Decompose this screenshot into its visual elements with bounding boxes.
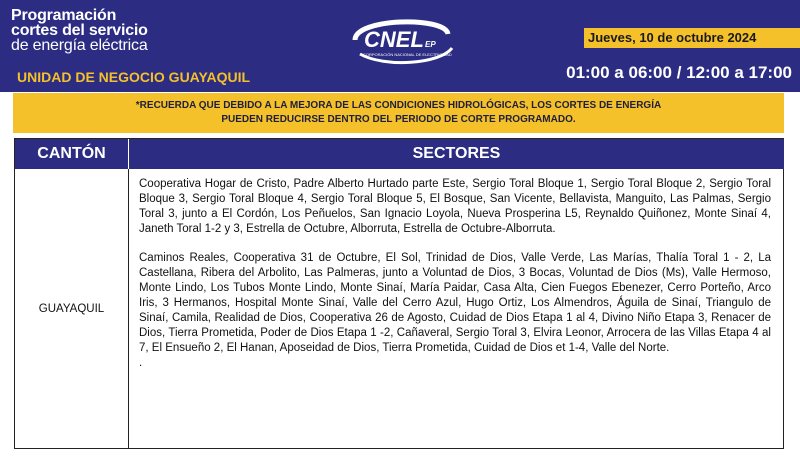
canton-cell — [15, 169, 128, 448]
title-line-2: cortes del servicio — [11, 22, 148, 39]
date-badge — [584, 28, 800, 48]
notice-banner — [13, 93, 784, 133]
column-header-sectors: SECTORES — [128, 139, 784, 169]
sectors-paragraph-2: Caminos Reales, Cooperativa 31 de Octubre, El Sol, Trinidad de Dios, Valle Verde, Las Marías, Thalía Toral 1 - 2, La Castellana, Ribera del Arbolito, Las Palmeras, junto a Voluntad de Dios, 3 Bocas, Voluntad de Dios (Ms), Valle Hermoso, Monte Lindo, Los Tubos Monte Lindo, Monte Sinaí, María Paidar, Casa Alta, Cien Fuegos Ebenezer, Cerro Porteño, Arco Iris, 3 Hermanos, Hospital Monte Sinaí, Valle del Cerro Azul, Hugo Ortiz, Los Almendros, Águila de Sinaí, Triangulo de Sinaí, Camila, Realidad de Dios, Cooperativa 26 de Agosto, Cuidad de Dios Etapa 1 al 4, Divino Niño Etapa 3, Renacer de Dios, Tierra Prometida, Poder de Dios Etapa 1 -2, Cañaveral, Sergio Toral 3, Elvira Leonor, Arrocera de las Villas Etapa 4 al 7, El Ensueño 2, El Hanan, Aposeidad de Dios, Tierra Prometida, Cuidad de Dios et 1-4, Valle del Norte. — [139, 252, 771, 354]
business-unit: UNIDAD DE NEGOCIO GUAYAQUIL — [17, 69, 251, 85]
sectors-trailing-dot: . — [139, 357, 143, 369]
canton-name: GUAYAQUIL — [38, 302, 105, 315]
logo-suffix: EP — [425, 40, 436, 49]
logo-subtitle: CORPORACIÓN NACIONAL DE ELECTRICIDAD — [363, 52, 452, 57]
date-text: Jueves, 10 de octubre 2024 — [588, 30, 757, 45]
header-banner — [0, 0, 800, 92]
notice-line-1: *RECUERDA QUE DEBIDO A LA MEJORA DE LAS CONDICIONES HIDROLÓGICAS, LOS CORTES DE ENERGÍA — [135, 100, 662, 111]
sectors-paragraph-1: Cooperativa Hogar de Cristo, Padre Alberto Hurtado parte Este, Sergio Toral Bloque 1, Sergio Toral Bloque 2, Sergio Toral Bloque 3, Sergio Toral Bloque 4, Sergio Toral Bloque 5, El Bosque, San Vicente, Bellavista, Manguito, Las Palmas, Sergio Toral 3, junto a El Cordón, Los Peñuelos, San Ignacio Loyola, Nueva Prosperina L5, Reynaldo Quiñonez, Monte Sinaí 4, Janeth Toral 1-2 y 3, Estrella de Octubre, Alborruta, Estrella de Octubre-Alborruta. — [139, 178, 771, 235]
notice-line-2: PUEDEN REDUCIRSE DENTRO DEL PERIODO DE CORTE PROGRAMADO. — [221, 114, 576, 125]
logo-text: CNEL — [364, 27, 424, 52]
cnel-logo — [330, 10, 470, 70]
column-header-canton: CANTÓN — [15, 139, 128, 169]
sectors-cell — [139, 177, 771, 371]
title-line-1: Programación — [11, 7, 117, 24]
outage-hours: 01:00 a 06:00 / 12:00 a 17:00 — [566, 63, 792, 82]
outage-table — [14, 138, 784, 449]
title-line-3: de energía eléctrica — [11, 37, 148, 54]
page-title — [11, 8, 148, 53]
column-divider — [128, 169, 129, 448]
